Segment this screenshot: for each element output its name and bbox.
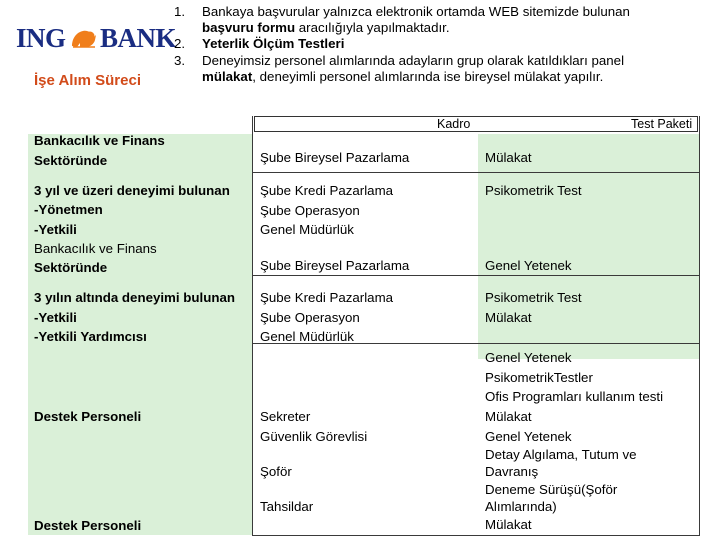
intro-item-3 — [160, 53, 720, 85]
intro-text-segment: Yeterlik Ölçüm Testleri — [202, 36, 345, 52]
page-subtitle: İşe Alım Süreci — [34, 72, 141, 89]
intro-item-line — [202, 4, 720, 20]
header-kadro: Kadro — [437, 117, 471, 131]
group5-kadro: Şoför Tahsildar — [260, 464, 314, 514]
ing-bank-logo — [16, 22, 177, 54]
group3-tests: Psikometrik Test Mülakat — [485, 290, 582, 325]
grid-hline — [252, 172, 700, 173]
intro-item-line — [202, 36, 720, 52]
intro-item-1 — [160, 4, 720, 36]
intro-text-segment: , deneyimli personel alımlarında ise bireysel mülakat yapılır. — [252, 68, 604, 84]
intro-item-line — [202, 20, 720, 36]
recruitment-table — [28, 115, 700, 536]
intro-item-number: 2. — [174, 36, 186, 52]
group5-profile: Destek Personeli — [34, 518, 142, 533]
group5-tests: Genel Yetenek Detay Algılama, Tutum ve Davranış Deneme Sürüşü(Şoför Alımlarında) Mülakat — [485, 429, 637, 532]
intro-item-line — [202, 69, 720, 85]
group1-tests: Mülakat — [485, 150, 532, 165]
group3-kadro: Şube Kredi Pazarlama Şube Operasyon Genel Müdürlük — [260, 290, 394, 344]
group4-profile: Destek Personeli — [34, 409, 142, 424]
table-header-bar — [254, 116, 698, 132]
intro-item-2 — [160, 36, 720, 52]
intro-item-line — [202, 53, 720, 69]
group2-profile: 3 yıl ve üzeri deneyimi bulunan -Yönetmen -Yetkili Bankacılık ve Finans Sektöründe — [34, 183, 230, 276]
group4-kadro: Sekreter Güvenlik Görevlisi — [260, 409, 368, 444]
intro-text-segment: başvuru formu — [202, 20, 296, 36]
header-test-paketi: Test Paketi — [631, 117, 693, 131]
intro-item-number: 3. — [174, 52, 186, 68]
logo-text-ing: ING — [16, 23, 66, 53]
intro-numbered-list — [160, 4, 720, 85]
intro-text-segment: aracılığıyla yapılmaktadır. — [295, 20, 450, 36]
intro-text-segment: Deneyimsiz personel alımlarında adayların grup olarak katıldıkları panel — [202, 52, 625, 68]
group1-profile: Bankacılık ve Finans Sektöründe — [34, 133, 165, 168]
intro-text-segment: Bankaya başvurular yalnızca elektronik ortamda WEB sitemizde bulunan — [202, 4, 630, 19]
group4-tests: Genel Yetenek PsikometrikTestler Ofis Programları kullanım testi Mülakat — [485, 350, 664, 424]
grid-hline — [252, 275, 700, 276]
group2-tests: Psikometrik Test Genel Yetenek — [485, 183, 582, 273]
grid-vline — [699, 116, 700, 536]
intro-item-number: 1. — [174, 4, 186, 19]
grid-vline — [252, 116, 253, 536]
group1-kadro: Şube Bireysel Pazarlama — [260, 150, 410, 165]
grid-hline — [252, 535, 700, 536]
lion-icon — [68, 24, 98, 50]
group3-profile: 3 yılın altında deneyimi bulunan -Yetkili -Yetkili Yardımcısı — [34, 290, 235, 344]
logo-text-bank: BANK — [100, 23, 177, 53]
group2-kadro: Şube Kredi Pazarlama Şube Operasyon Genel Müdürlük Şube Bireysel Pazarlama — [260, 183, 410, 273]
intro-text-segment: mülakat — [202, 68, 253, 84]
